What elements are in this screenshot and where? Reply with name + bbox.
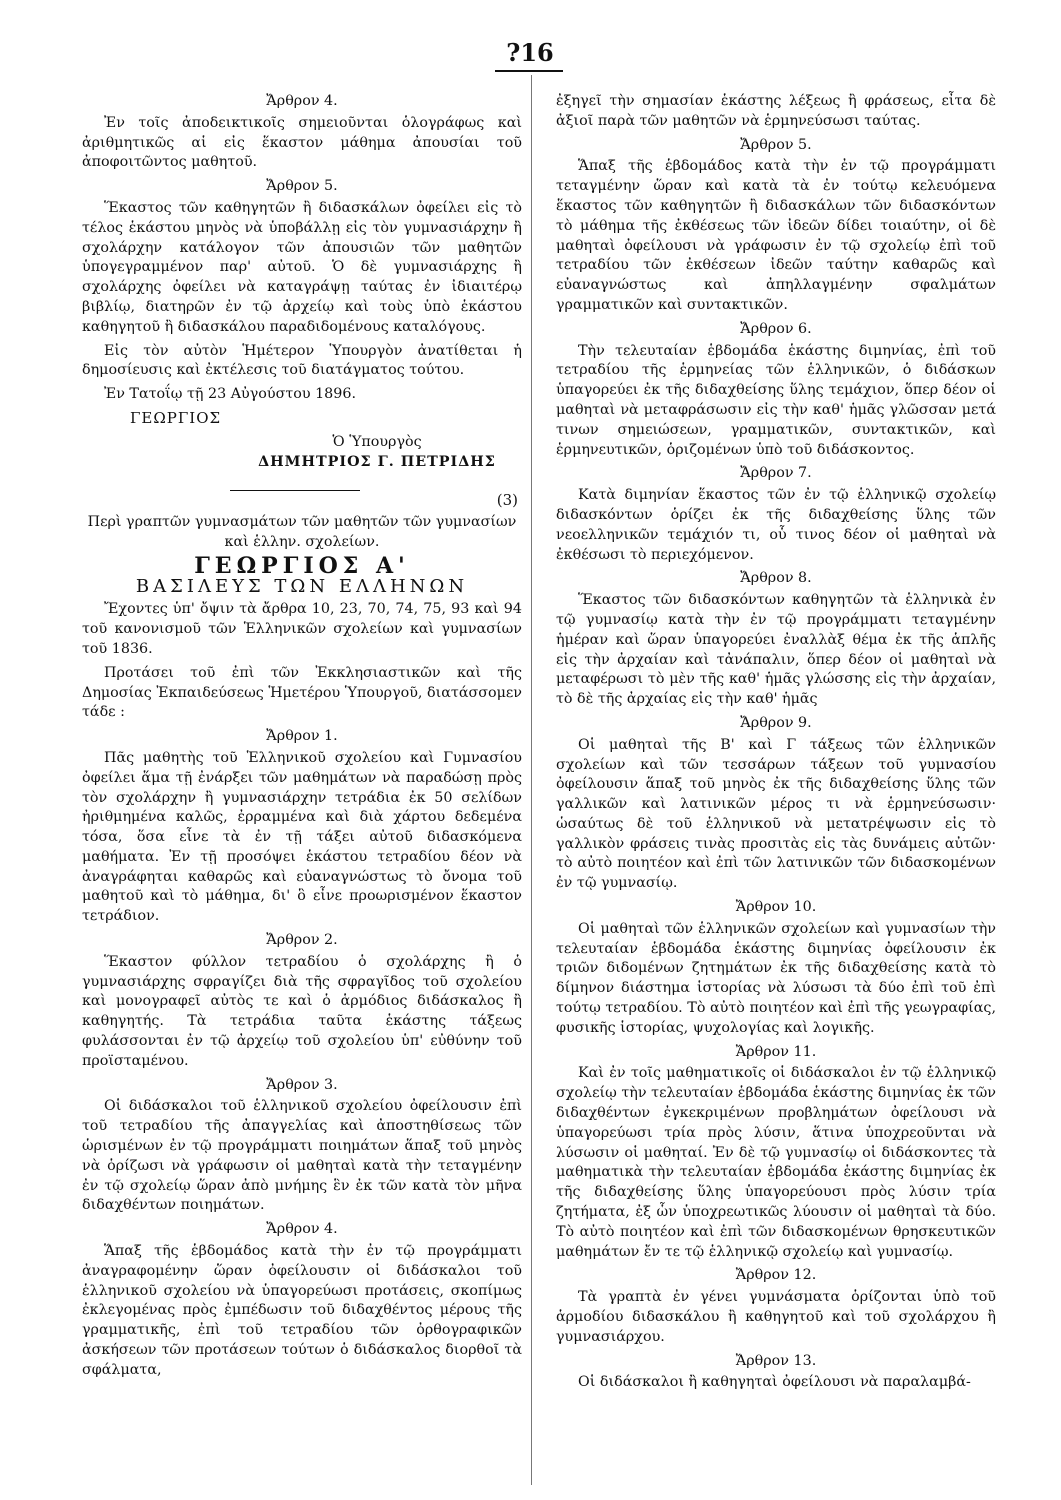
article-text: Οἱ μαθηταὶ τῶν ἑλληνικῶν σχολείων καὶ γυμνασίων τὴν τελευταίαν ἑβδομάδα ἑκάστης διμηνίας ὀφείλουσιν ἐκ τριῶν διδομένων ζητημάτων ἐκ τῆς διδαχθείσης κατὰ τὸ δίμηνον διάστημα ἱστορίας νὰ λύσωσι τὰ δύο ἐπὶ τοῦ ἐπὶ τούτῳ τετραδίου. Τὸ αὐτὸ ποιητέον καὶ ἐπὶ τῆς γεωγραφίας, φυσικῆς ἱστορίας, ψυχολογίας καὶ λογικῆς. [556, 920, 996, 1036]
article-heading: Ἄρθρον 11. [735, 1043, 817, 1060]
article-heading: Ἄρθρον 13. [735, 1352, 817, 1369]
execution-clause: Εἰς τὸν αὐτὸν Ἡμέτερον Ὑπουργὸν ἀνατίθεται ἡ δημοσίευσις καὶ ἐκτέλεσις τοῦ διατάγματος τούτου. [82, 342, 522, 379]
column-divider [531, 75, 532, 1485]
article-text: Οἱ διδάσκαλοι τοῦ ἑλληνικοῦ σχολείου ὀφείλουσιν ἐπὶ τοῦ τετραδίου τῆς ἀπαγγελίας καὶ ἀποστηθίσεως τῶν ὡρισμένων ἐν τῷ προγράμματι ποιημάτων ἅπαξ τοῦ μηνὸς νὰ ὁρίζωσι νὰ γράφωσιν οἱ μαθηταὶ κατὰ τὴν τεταγμένην ἐν τῷ σχολείῳ ὥραν ἀπὸ μνήμης ἓν ἐκ τῶν κατὰ τὸν μῆνα διδαχθέντων ποιημάτων. [82, 1098, 522, 1214]
article-heading: Ἄρθρον 12. [735, 1267, 817, 1284]
article-text: Κατὰ διμηνίαν ἕκαστος τῶν ἐν τῷ ἑλληνικῷ σχολείῳ διδασκόντων ὁρίζει ἐκ τῆς διδαχθείσης ὕλης τῶν νεοελληνικῶν τεμάχιόν τι, οὗ τινος δέον οἱ μαθηταὶ νὰ ἐκθέσωσι τὸ περιεχόμενον. [556, 487, 996, 563]
place-date: Ἐν Τατοΐῳ τῇ 23 Αὐγούστου 1896. [104, 386, 357, 403]
minister-title: Ὁ Ὑπουργὸς [332, 433, 422, 450]
king-title: ΒΑΣΙΛΕΥΣ ΤΩΝ ΕΛΛΗΝΩΝ [135, 575, 469, 597]
article-text: Καὶ ἐν τοῖς μαθηματικοῖς οἱ διδάσκαλοι ἐν τῷ ἑλληνικῷ σχολείῳ τὴν τελευταίαν ἑβδομάδα ἑκάστης διμηνίας ἐκ τῶν διδαχθέντων ἐγκεκριμένων προβλημάτων ὀφείλουσι νὰ ὑπαγορεύωσι τρία πρὸς λύσιν, ἅτινα ὑποχρεοῦνται νὰ λύσωσιν οἱ μαθηταί. Ἐν δὲ τῷ γυμνασίῳ οἱ διδάσκοντες τὰ μαθηματικὰ τὴν τελευταίαν ἑβδομάδα ἑκάστης διμηνίας ἐκ τῆς διδαχθείσης ὕλης ὑπαγορεύουσι πρὸς λύσιν τρία ζητήματα, ἐξ ὧν ὑποχρεωτικῶς λύουσιν οἱ μαθηταὶ τὰ δύο. Τὸ αὐτὸ ποιητέον καὶ ἐπὶ τῶν διδασκομένων θρησκευτικῶν μαθημάτων ἔν τε τῷ ἑλληνικῷ σχολείῳ καὶ γυμνασίῳ. [556, 1065, 996, 1260]
article-text: Τὰ γραπτὰ ἐν γένει γυμνάσματα ὁρίζονται ὑπὸ τοῦ ἁρμοδίου διδασκάλου ἢ καθηγητοῦ καὶ τοῦ σχολάρχου ἢ γυμνασιάρχου. [556, 1289, 996, 1345]
page-number: ?16 [506, 38, 554, 67]
article-heading: Ἄρθρον 8. [740, 570, 812, 587]
king-name: ΓΕΩΡΓΙΟΣ Α' [194, 552, 410, 579]
article-heading: Ἄρθρον 9. [740, 714, 812, 731]
article-heading: Ἄρθρον 4. [266, 93, 338, 109]
left-column [82, 92, 522, 1385]
article-text: Οἱ μαθηταὶ τῆς Β' καὶ Γ τάξεως τῶν ἑλληνικῶν σχολείων καὶ τῶν τεσσάρων τάξεων τοῦ γυμνασίου ὀφείλουσιν ἅπαξ τοῦ μηνὸς ἐκ τῆς διδαχθείσης ὕλης τῶν γαλλικῶν καὶ λατινικῶν μέρος τι νὰ ἑρμηνεύσωσιν· ὡσαύτως δὲ τοῦ ἑλληνικοῦ νὰ μετατρέψωσιν εἰς τὸ γαλλικὸν φράσεις τινὰς προσιτὰς εἰς τὰς δυνάμεις αὐτῶν· τὸ αὐτὸ ποιητέον καὶ ἐπὶ τῶν λατινικῶν τῶν διδασκομένων ἐν τῷ γυμνασίῳ. [556, 736, 996, 892]
decree-title: Περὶ γραπτῶν γυμνασμάτων τῶν μαθητῶν τῶν γυμνασίων καὶ ἑλλην. σχολείων. [87, 514, 517, 550]
right-column [556, 92, 996, 1397]
article-heading: Ἄρθρον 4. [266, 1221, 338, 1238]
article-text: Οἱ διδάσκαλοι ἢ καθηγηταὶ ὀφείλουσι νὰ παραλαμβά- [578, 1374, 971, 1391]
preamble: Προτάσει τοῦ ἐπὶ τῶν Ἐκκλησιαστικῶν καὶ τῆς Δημοσίας Ἐκπαιδεύσεως Ἡμετέρου Ὑπουργοῦ, διατάσσομεν τάδε : [82, 664, 522, 721]
preamble: Ἔχοντες ὑπ' ὄψιν τὰ ἄρθρα 10, 23, 70, 74, 75, 93 καὶ 94 τοῦ κανονισμοῦ τῶν Ἑλληνικῶν σχολείων καὶ γυμνασίων τοῦ 1836. [82, 601, 522, 657]
article-text: Τὴν τελευταίαν ἑβδομάδα ἑκάστης διμηνίας, ἐπὶ τοῦ τετραδίου τῆς ἑρμηνείας τῶν ἑλληνικῶν, ὁ διδάσκων ὑπαγορεύει ἐκ τῆς διδαχθείσης ὕλης τεμάχιον, ὅπερ δέον οἱ μαθηταὶ νὰ μεταφράσωσιν εἰς τὴν καθ' ἡμᾶς γλῶσσαν μετά τινων σημειώσεων, γραμματικῶν, συντακτικῶν, καὶ ἑρμηνευτικῶν, ὁριζομένων ὑπὸ τοῦ διδάσκοντος. [556, 342, 996, 458]
article-heading: Ἄρθρον 3. [266, 1076, 338, 1093]
minister-name: ΔΗΜΗΤΡΙΟΣ Γ. ΠΕΤΡΙΔΗΣ [258, 453, 496, 470]
article-heading: Ἄρθρον 7. [740, 465, 812, 482]
article-text: Ἐν τοῖς ἀποδεικτικοῖς σημειοῦνται ὁλογράφως καὶ ἀριθμητικῶς αἱ εἰς ἕκαστον μάθημα ἀπουσίαι τοῦ ἀποφοιτῶντος μαθητοῦ. [82, 114, 522, 171]
article-heading: Ἄρθρον 1. [266, 728, 338, 745]
article-text: Ἕκαστος τῶν διδασκόντων καθηγητῶν τὰ ἑλληνικὰ ἐν τῷ γυμνασίῳ κατὰ τὴν ἐν τῷ προγράμματι τεταγμένην ἡμέραν καὶ ὥραν ὑπαγορεύει ἐναλλὰξ θέμα ἐκ τῆς ἁπλῆς εἰς τὴν ἀρχαίαν καὶ τἀνάπαλιν, ὅπερ δέον οἱ μαθηταὶ νὰ μεταφέρωσι τὸ μὲν τῆς καθ' ἡμᾶς γλώσσης εἰς τὴν ἀρχαίαν, τὸ δὲ τῆς ἀρχαίας εἰς τὴν καθ' ἡμᾶς [556, 592, 996, 708]
article-text: Ἅπαξ τῆς ἑβδομάδος κατὰ τὴν ἐν τῷ προγράμματι τεταγμένην ὥραν καὶ κατὰ τὰ ἐν τούτῳ κελευόμενα ἕκαστος τῶν καθηγητῶν ἢ διδασκάλων τῶν διδασκόντων τὸ μάθημα τῆς ἐκθέσεως τῶν ἰδεῶν δίδει τοιαύτην, οἱ δὲ μαθηταὶ ὀφείλουσι νὰ γράφωσιν ἐν τῷ σχολείῳ ἐπὶ τοῦ τετραδίου τῶν ἐκθέσεων ἰδεῶν ταύτην καθαρῶς καὶ εὐαναγνώστως καὶ ἀπηλλαγμένην σφαλμάτων γραμματικῶν καὶ συντακτικῶν. [556, 158, 996, 313]
article-heading: Ἄρθρον 5. [740, 136, 812, 153]
royal-signature: ΓΕΩΡΓΙΟΣ [130, 408, 222, 427]
article-heading: Ἄρθρον 5. [266, 178, 338, 195]
article-text-continued: ἐξηγεῖ τὴν σημασίαν ἑκάστης λέξεως ἢ φράσεως, εἶτα δὲ ἀξιοῖ παρὰ τῶν μαθητῶν νὰ ἑρμηνεύσωσι ταύτας. [556, 93, 996, 129]
article-heading: Ἄρθρον 6. [740, 320, 812, 337]
article-text: Ἕκαστος τῶν καθηγητῶν ἢ διδασκάλων ὀφείλει εἰς τὸ τέλος ἑκάστου μηνὸς νὰ ὑποβάλλῃ εἰς τὸν γυμνασιάρχην ἢ σχολάρχην κατάλογον τῶν ἀπουσιῶν τῶν μαθητῶν ὑπογεγραμμένον παρ' αὐτοῦ. Ὁ δὲ γυμνασιάρχης ἢ σχολάρχης ὀφείλει νὰ καταγράψῃ ταύτας ἐν ἰδιαιτέρῳ βιβλίῳ, διατηρῶν ἐν τῷ ἀρχείῳ καὶ τοὺς ὑπὸ ἑκάστου καθηγητοῦ ἢ διδασκάλου παραδιδομένους καταλόγους. [82, 199, 522, 335]
article-text: Πᾶς μαθητὴς τοῦ Ἑλληνικοῦ σχολείου καὶ Γυμνασίου ὀφείλει ἅμα τῇ ἐνάρξει τῶν μαθημάτων νὰ παραδώσῃ πρὸς τὸν σχολάρχην ἢ γυμνασιάρχην τετράδια ἐκ 50 σελίδων ἠριθμημένα καλῶς, ἐρραμμένα καὶ διὰ χάρτου δεδεμένα τόσα, ὅσα εἶνε τὰ ἐν τῇ τάξει αὐτοῦ διδασκόμενα μαθήματα. Ἐν τῇ προσόψει ἑκάστου τετραδίου δέον νὰ ἀναγράφηται καθαρῶς καὶ εὐαναγνώστως τὸ ὄνομα τοῦ μαθητοῦ καὶ τὸ μάθημα, δι' ὃ εἶνε προωρισμένον ἕκαστον τετράδιον. [82, 749, 522, 925]
decree-number: (3) [496, 491, 518, 510]
article-text: Ἅπαξ τῆς ἑβδομάδος κατὰ τὴν ἐν τῷ προγράμματι ἀναγραφομένην ὥραν ὀφείλουσιν οἱ διδάσκαλοι τοῦ ἑλληνικοῦ σχολείου νὰ ὑπαγορεύωσι προτάσεις, σκοπίμως ἐκλεγομένας πρὸς ἐμπέδωσιν τοῦ διδαχθέντος μέρους τῆς γραμματικῆς, ἐπὶ τοῦ τετραδίου τῶν ὀρθογραφικῶν ἀσκήσεων τῶν προτάσεων τούτων ὁ διδάσκαλος διορθοῖ τὰ σφάλματα, [82, 1243, 522, 1378]
article-heading: Ἄρθρον 10. [735, 899, 817, 916]
article-text: Ἕκαστον φύλλον τετραδίου ὁ σχολάρχης ἢ ὁ γυμνασιάρχης σφραγίζει διὰ τῆς σφραγῖδος τοῦ σχολείου καὶ μονογραφεῖ αὐτὸς τε καὶ ὁ ἁρμόδιος διδάσκαλος ἢ καθηγητής. Τὰ τετράδια ταῦτα ἑκάστης τάξεως φυλάσσονται ἐν τῷ ἀρχείῳ τοῦ σχολείου ὑπ' εὐθύνην τοῦ προϊσταμένου. [82, 953, 522, 1069]
header-rule [495, 70, 563, 72]
article-heading: Ἄρθρον 2. [266, 932, 338, 949]
